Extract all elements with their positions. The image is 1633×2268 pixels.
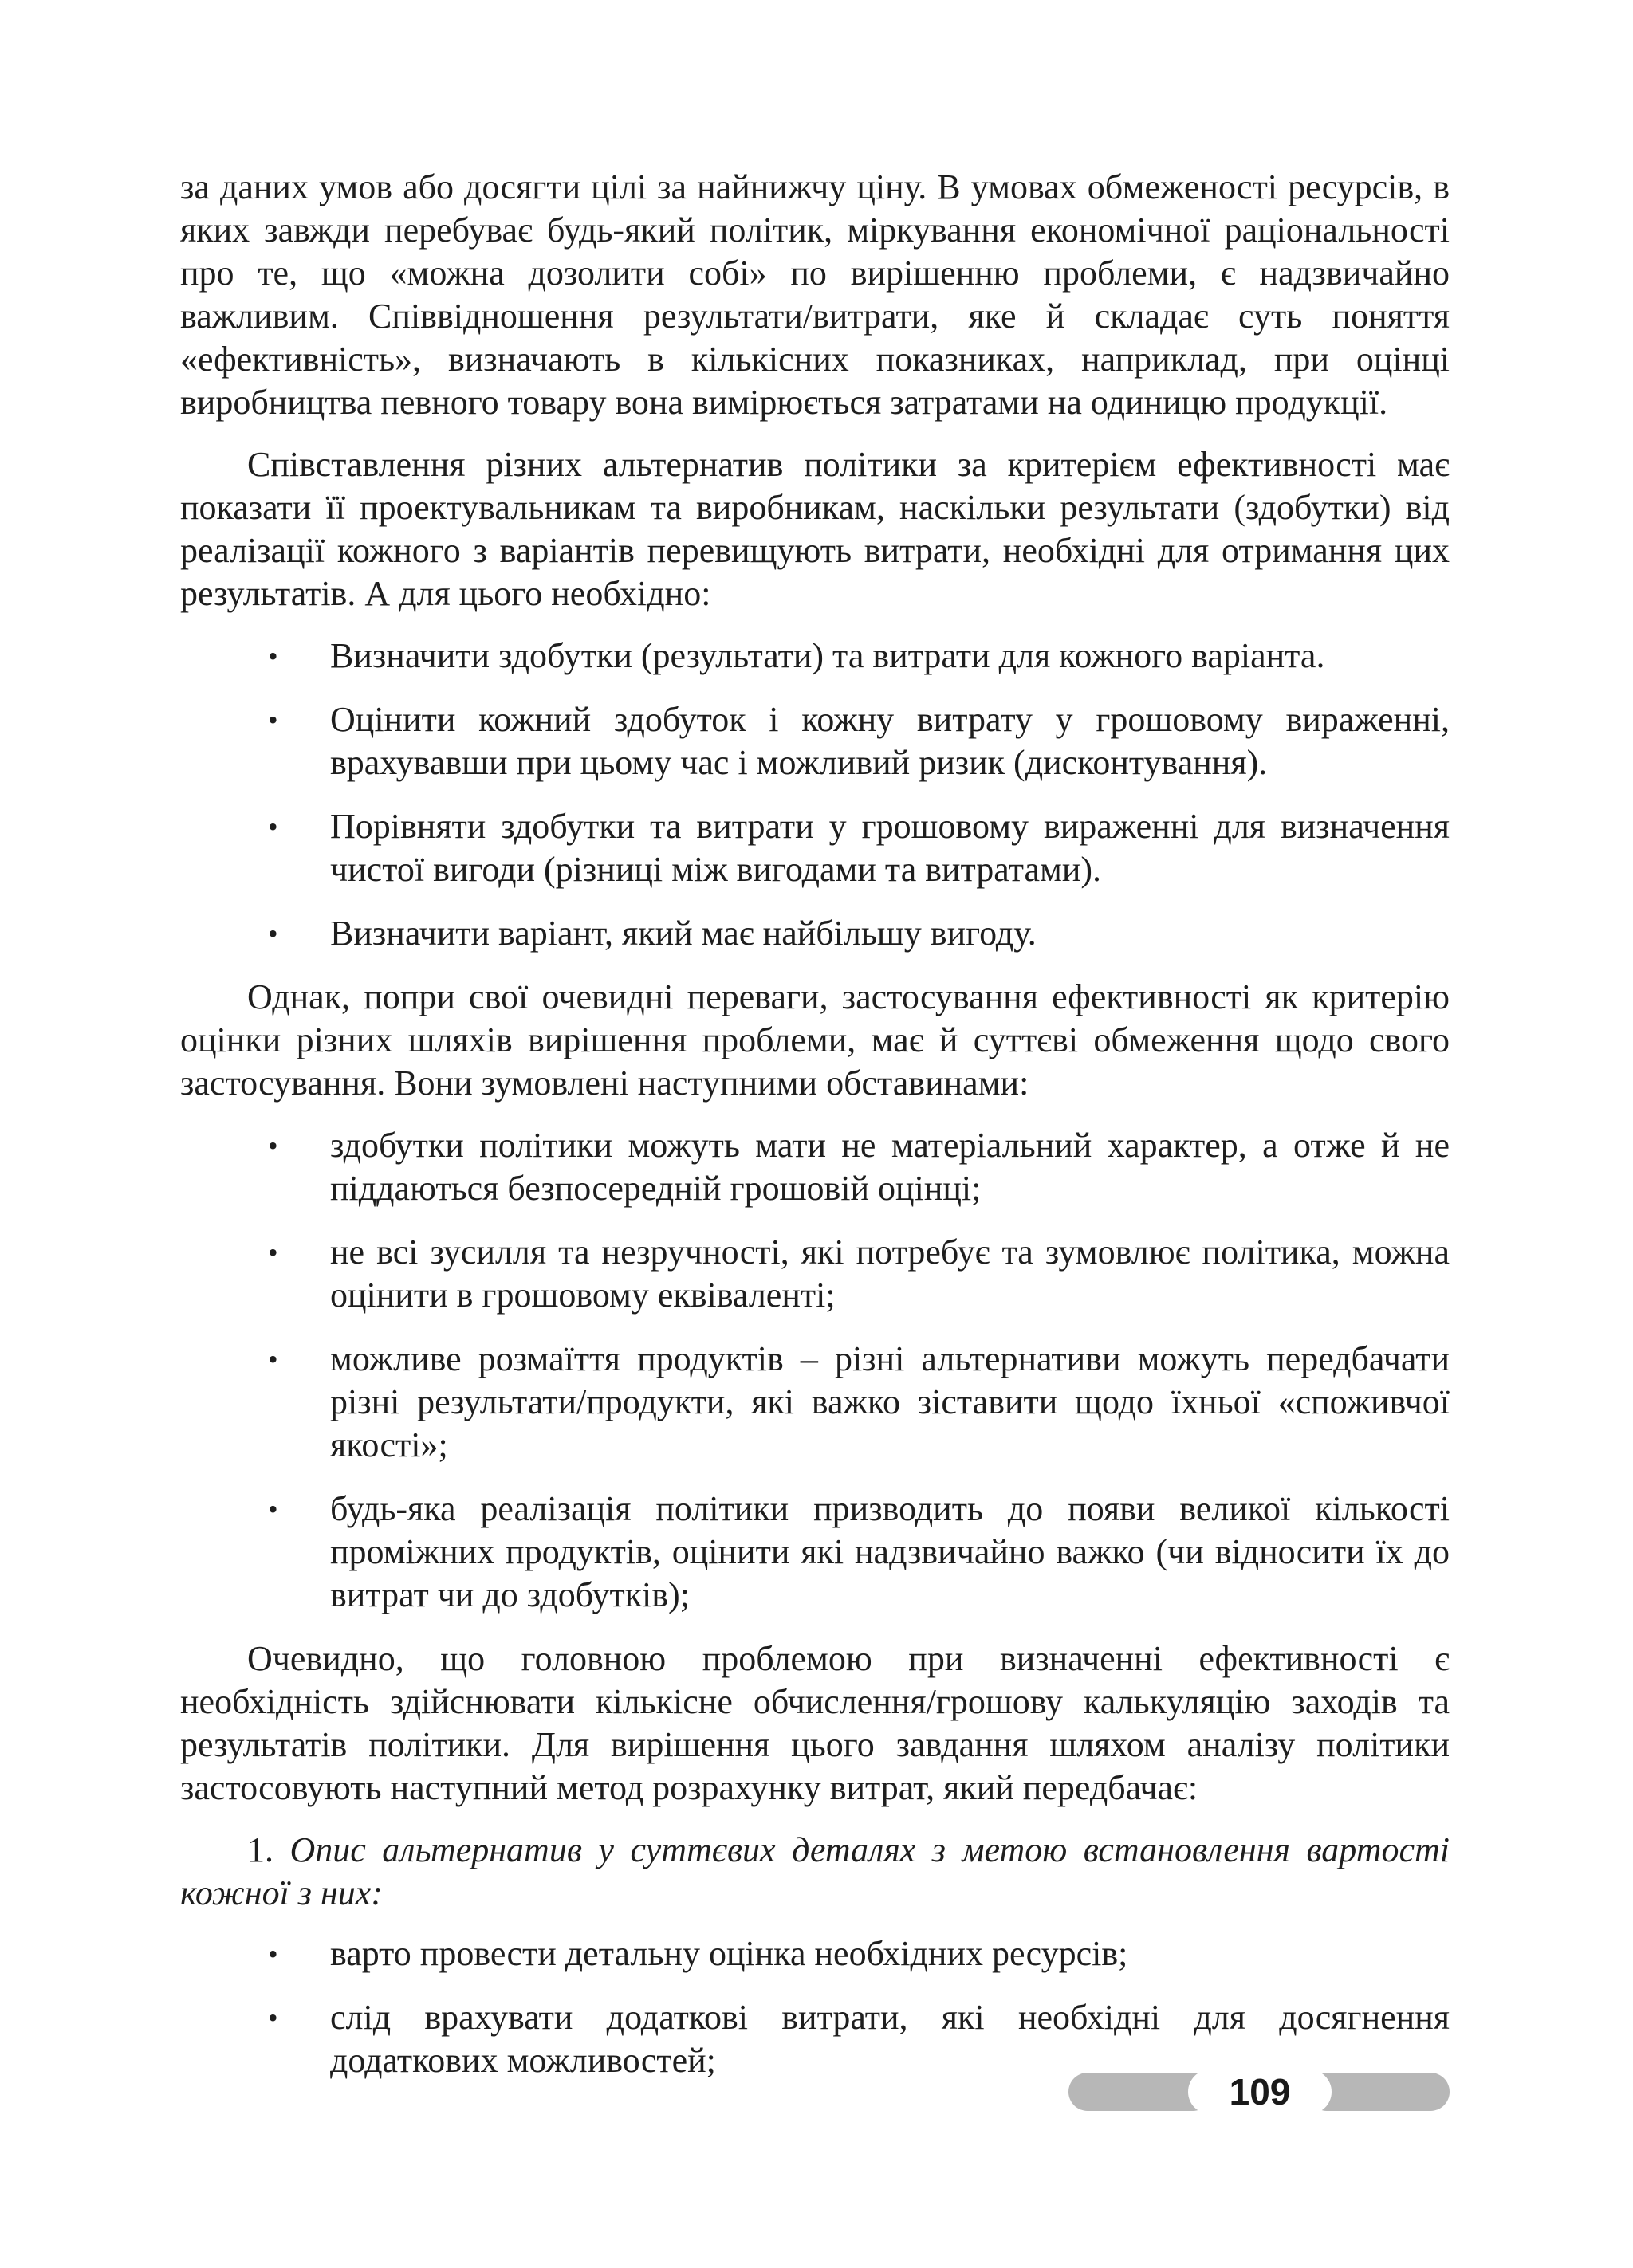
bullet-list-2 <box>180 1124 1450 1617</box>
paragraph-2: Співставлення різних альтернатив політики за критерієм ефективності має показати її проектувальникам та виробникам, наскільки результати (здобутки) від реалізації кожного з варіантів перевищують витрати, необхідні для отримання цих результатів. А для цього необхідно: <box>180 445 1450 613</box>
italic-heading: Опис альтернатив у суттєвих деталях з метою встановлення вартості кожної з них: <box>180 1830 1450 1912</box>
bullet-icon: • <box>268 1938 278 1970</box>
list-item: • Оцінити кожний здобуток і кожну витрату у грошовому вираженні, врахувавши при цьому час і можливий ризик (дисконтування). <box>268 700 1450 782</box>
bullet-icon: • <box>268 1493 278 1525</box>
list-item: • Визначити здобутки (результати) та витрати для кожного варіанта. <box>330 635 1450 678</box>
item-number: 1. <box>247 1830 273 1869</box>
paragraph-1: за даних умов або досягти цілі за найнижчу ціну. В умовах обмеженості ресурсів, в яких завжди перебуває будь-який політик, міркування економічної раціональності про те, що «можна дозолити собі» по вирішенню проблеми, є надзвичайно важливим. Співвідношення результати/витрати, яке й складає суть поняття «ефективність», визначають в кількісних показниках, наприклад, при оцінці виробництва певного товару вона вимірюється затратами на одиницю продукції. <box>180 167 1450 422</box>
list-item: • можливе розмаїття продуктів – різні альтернативи можуть передбачати різні результати/продукти, які важко зіставити щодо їхньої «споживчої якості»; <box>268 1339 1450 1464</box>
page-number-bar <box>1068 2070 1450 2114</box>
paragraph-4: Очевидно, що головною проблемою при визначенні ефективності є необхідність здійснювати кількісне обчислення/грошову калькуляцію заходів та результатів політики. Для вирішення цього завдання шляхом аналізу політики застосовують наступний метод розрахунку витрат, який передбачає: <box>180 1639 1450 1807</box>
list-item: • слід врахувати додаткові витрати, які необхідні для досягнення додаткових можливостей; <box>268 1998 1450 2080</box>
bullet-icon: • <box>268 1236 278 1268</box>
list-item: • Порівняти здобутки та витрати у грошовому вираженні для визначення чистої вигоди (різниці між вигодами та витратами). <box>268 807 1450 889</box>
bullet-icon: • <box>268 1130 278 1162</box>
list-item: • Визначити варіант, який має найбільшу вигоду. <box>330 912 1450 955</box>
numbered-paragraph-1 <box>180 1829 1450 1915</box>
bullet-icon: • <box>268 811 278 843</box>
list-item: • здобутки політики можуть мати не матеріальний характер, а отже й не піддаються безпосередній грошовій оцінці; <box>268 1126 1450 1208</box>
page-number: 109 <box>1188 2070 1332 2114</box>
bullet-icon: • <box>268 704 278 736</box>
list-item: • не всі зусилля та незручності, які потребує та зумовлює політика, можна оцінити в грошовому еквіваленті; <box>268 1232 1450 1315</box>
bullet-list-1 <box>180 635 1450 955</box>
list-item: • будь-яка реалізація політики призводить до появи великої кількості проміжних продуктів, оцінити які надзвичайно важко (чи відносити їх до витрат чи до здобутків); <box>268 1489 1450 1614</box>
bullet-icon: • <box>268 2002 278 2034</box>
bullet-icon: • <box>268 918 278 949</box>
bullet-list-3 <box>180 1932 1450 2082</box>
bullet-icon: • <box>268 640 278 672</box>
paragraph-3: Однак, попри свої очевидні переваги, застосування ефективності як критерію оцінки різних шляхів вирішення проблеми, має й суттєві обмеження щодо свого застосування. Вони зумовлені наступними обставинами: <box>180 977 1450 1103</box>
list-item: • варто провести детальну оцінка необхідних ресурсів; <box>330 1932 1450 1975</box>
page-body <box>180 166 1450 2103</box>
bullet-icon: • <box>268 1343 278 1375</box>
